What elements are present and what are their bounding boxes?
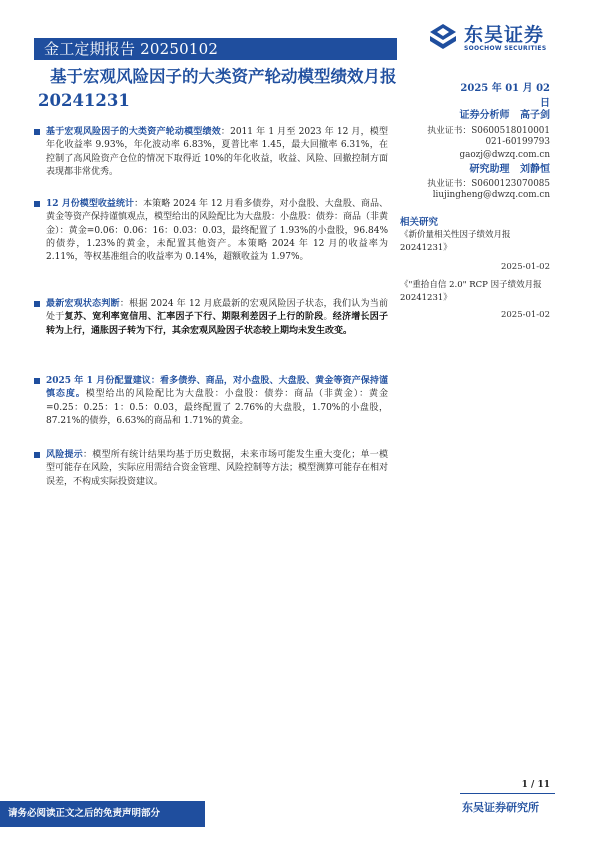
analyst-1-email[interactable]: gaozj@dwzq.com.cn (459, 150, 550, 160)
bullet-body: ：根据 2024 年 12 月底最新的宏观风险因子状态，我们认为当前处于 (46, 299, 388, 323)
analyst-1-role: 证券分析师 高子剑 (459, 110, 550, 121)
bullet-risk (46, 449, 388, 489)
soochow-logo-icon (428, 22, 458, 52)
bullet-lead: 最新宏观状态判断 (46, 299, 120, 309)
bullet-bold-text: 复苏、宽利率宽信用、汇率因子下行、期限利差因子上行的阶段 (64, 312, 324, 323)
logo-text-en: SOOCHOW SECURITIES (464, 45, 547, 52)
analyst-2-name: 刘静恒 (520, 164, 550, 175)
related-research-heading: 相关研究 (400, 217, 439, 228)
bullet-body: ：本策略 2024 年 12 月看多债券，对小盘股、大盘股、商品、黄金等资产保持谨慎观点，模型给出的风险配比为大盘股：小盘股：债券：商品（非黄金）：黄金=0.06：0.06：16：0.03：0.03，最终配置了 1.93%的小盘股，96.84%的债券，1.23%的黄金，未配置其他资产。本策略 2024 年 12 月的收益率为 2.11%，等权基准组合的收益率为 0.14%，超额收益为 1.97%。 (46, 199, 389, 263)
page-number: 1 / 11 (521, 780, 550, 790)
related-item[interactable]: 《"重拾自信 2.0" RCP 因子绩效月报 20241231》 (400, 280, 542, 303)
related-item-date: 2025-01-02 (500, 310, 550, 320)
bullet-performance (46, 126, 388, 179)
bullet-allocation (46, 375, 388, 428)
report-title: 基于宏观风险因子的大类资产轮动模型绩效月报 20241231 (38, 67, 397, 110)
analyst-1-cert: 执业证书：S0600518010001 (427, 126, 550, 136)
analyst-1-name: 高子剑 (520, 110, 550, 121)
analyst-2-email[interactable]: liujingheng@dwzq.com.cn (432, 190, 550, 200)
bullet-body: 模型给出的风险配比为大盘股：小盘股：债券：商品（非黄金）：黄金=0.25：0.25：1：0.5：0.03，最终配置了 2.76%的大盘股，1.70%的小盘股，87.21%的债券，6.63%的商品和 1.71%的黄金。 (46, 389, 388, 426)
bullet-macro-state (46, 298, 388, 338)
bullet-lead: 基于宏观风险因子的大类资产轮动模型绩效 (46, 127, 221, 137)
disclaimer-banner: 请务必阅读正文之后的免责声明部分 (0, 801, 205, 827)
bullet-square-icon (34, 452, 40, 458)
related-item-date: 2025-01-02 (500, 262, 550, 272)
footer-divider (460, 793, 555, 794)
bullet-square-icon (34, 129, 40, 135)
company-logo (428, 20, 558, 56)
analyst-1-phone: 021-60199793 (485, 137, 550, 147)
bullet-lead: 2025 年 1 月份配置建议：看多债券、商品，对小盘股、大盘股、黄金等资产保持谨慎态度。 (46, 376, 388, 400)
bullet-monthly-stats (46, 198, 388, 264)
analyst-2-role: 研究助理 刘静恒 (469, 164, 550, 175)
footer-firm-name: 东吴证券研究所 (462, 801, 539, 814)
logo-text-cn: 东吴证券 (464, 24, 545, 46)
bullet-body: ：模型所有统计结果均基于历史数据，未来市场可能发生重大变化；单一模型可能存在风险，实际应用需结合资金管理、风险控制等方法；模型测算可能存在相对误差，不构成实际投资建议。 (46, 450, 389, 487)
bullet-lead: 风险提示 (46, 450, 83, 460)
report-date: 2025 年 01 月 02 日 (460, 83, 550, 109)
bullet-square-icon (34, 201, 40, 207)
report-type-banner: 金工定期报告 20250102 (34, 38, 397, 60)
bullet-body: ：2011 年 1 月至 2023 年 12 月，模型年化收益率 9.93%，年化波动率 6.83%，夏普比率 1.45，最大回撤率 6.31%，在控制了高风险资产仓位的情况下取得近 10%的年化收益，收益、风险、回撤控制方面表现都非常优秀。 (46, 127, 388, 177)
bullet-bold-text: 经济增长因子转为上行，通胀因子转为下行，其余宏观风险因子状态较上期均未发生改变。 (46, 312, 388, 336)
bullet-lead: 12 月份模型收益统计 (46, 199, 135, 209)
related-item[interactable]: 《新价量相关性因子绩效月报20241231》 (400, 230, 511, 253)
bullet-square-icon (34, 301, 40, 307)
bullet-body: 。 (323, 312, 333, 323)
bullet-square-icon (34, 378, 40, 384)
analyst-2-cert: 执业证书：S0600123070085 (427, 179, 550, 189)
